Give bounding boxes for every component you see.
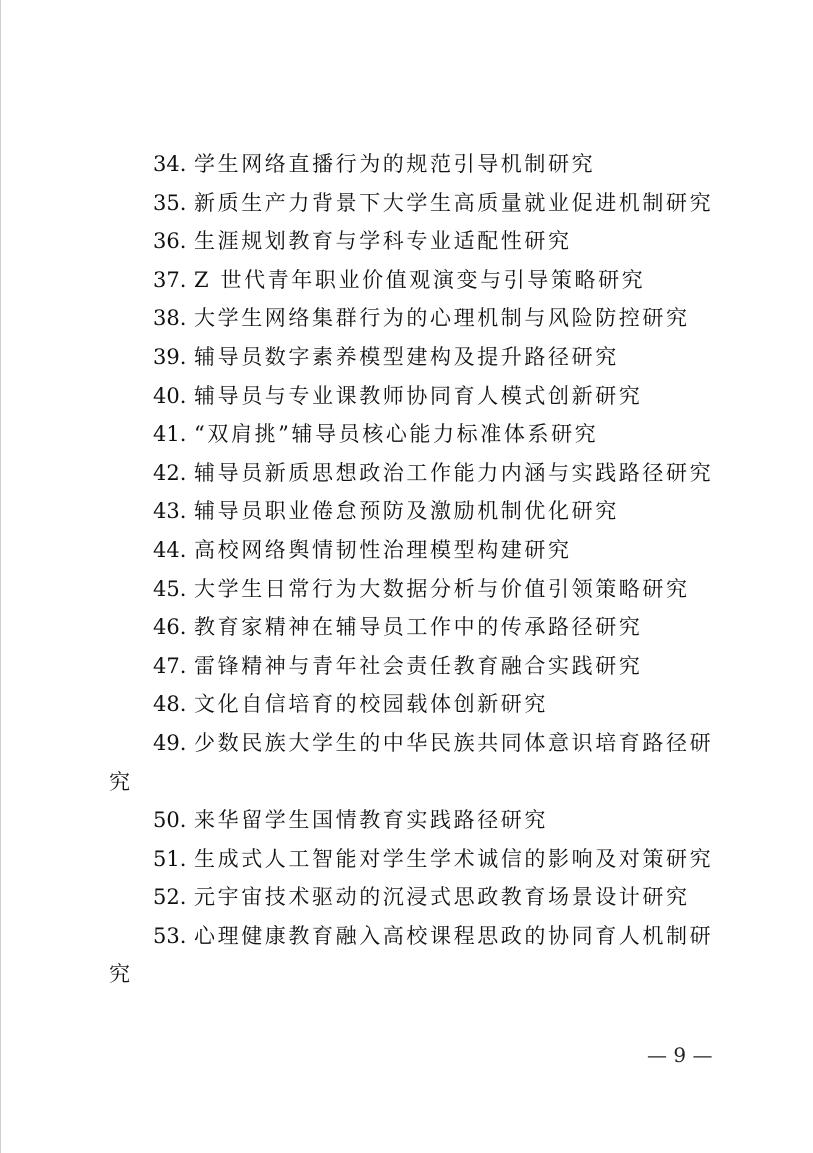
item-text: 雷锋精神与青年社会责任教育融合实践研究 (194, 653, 643, 678)
item-text: Z 世代青年职业价值观演变与引导策略研究 (194, 267, 646, 292)
item-number: 37. (153, 267, 187, 292)
item-number: 39. (153, 344, 187, 369)
item-number: 41. (153, 422, 187, 447)
list-item (1, 261, 813, 300)
item-text: 生涯规划教育与学科专业适配性研究 (194, 229, 572, 254)
item-text-continuation: 究 (109, 962, 133, 987)
item-text: 生成式人工智能对学生学术诚信的影响及对策研究 (194, 846, 714, 871)
item-text: 心理健康教育融入高校课程思政的协同育人机制研 (194, 923, 714, 948)
item-text: 元宇宙技术驱动的沉浸式思政教育场景设计研究 (194, 885, 690, 910)
list-item (1, 454, 813, 493)
list-item (1, 415, 813, 454)
list-item (1, 338, 813, 377)
item-text: 辅导员数字素养模型建构及提升路径研究 (194, 344, 619, 369)
item-text: 辅导员职业倦怠预防及激励机制优化研究 (194, 499, 619, 524)
item-text: 少数民族大学生的中华民族共同体意识培育路径研 (194, 730, 714, 755)
item-number: 47. (153, 653, 187, 678)
item-text: “双肩挑”辅导员核心能力标准体系研究 (194, 422, 599, 447)
item-text: 来华留学生国情教育实践路径研究 (194, 808, 548, 833)
item-text-continuation: 究 (109, 769, 133, 794)
item-text: 大学生网络集群行为的心理机制与风险防控研究 (194, 306, 690, 331)
list-item (1, 801, 813, 840)
item-number: 46. (153, 615, 187, 640)
item-number: 43. (153, 499, 187, 524)
list-item (1, 145, 813, 184)
list-item (1, 840, 813, 879)
item-number: 48. (153, 692, 187, 717)
item-number: 38. (153, 306, 187, 331)
item-text: 辅导员新质思想政治工作能力内涵与实践路径研究 (194, 460, 714, 485)
list-item (1, 685, 813, 724)
list-item (1, 492, 813, 531)
item-number: 35. (153, 190, 187, 215)
list-item (1, 377, 813, 416)
item-text: 新质生产力背景下大学生高质量就业促进机制研究 (194, 190, 714, 215)
list-item (1, 570, 813, 609)
item-text: 文化自信培育的校园载体创新研究 (194, 692, 548, 717)
item-number: 52. (153, 885, 187, 910)
item-number: 36. (153, 229, 187, 254)
item-text: 教育家精神在辅导员工作中的传承路径研究 (194, 615, 643, 640)
list-item (1, 222, 813, 261)
item-text: 高校网络舆情韧性治理模型构建研究 (194, 537, 572, 562)
item-number: 51. (153, 846, 187, 871)
item-text: 大学生日常行为大数据分析与价值引领策略研究 (194, 576, 690, 601)
list-item (1, 917, 813, 994)
list-item (1, 299, 813, 338)
item-number: 50. (153, 808, 187, 833)
item-number: 34. (153, 152, 187, 176)
page-number: — 9 — (647, 1043, 713, 1067)
item-number: 40. (153, 383, 187, 408)
item-number: 45. (153, 576, 187, 601)
list-item (1, 608, 813, 647)
list-item (1, 724, 813, 801)
item-number: 44. (153, 537, 187, 562)
topic-list (1, 145, 813, 994)
list-item (1, 531, 813, 570)
item-number: 42. (153, 460, 187, 485)
list-item (1, 878, 813, 917)
item-text: 辅导员与专业课教师协同育人模式创新研究 (194, 383, 643, 408)
item-text: 学生网络直播行为的规范引导机制研究 (194, 152, 596, 176)
item-number: 53. (153, 923, 187, 948)
list-item (1, 647, 813, 686)
item-number: 49. (153, 730, 187, 755)
list-item (1, 184, 813, 223)
